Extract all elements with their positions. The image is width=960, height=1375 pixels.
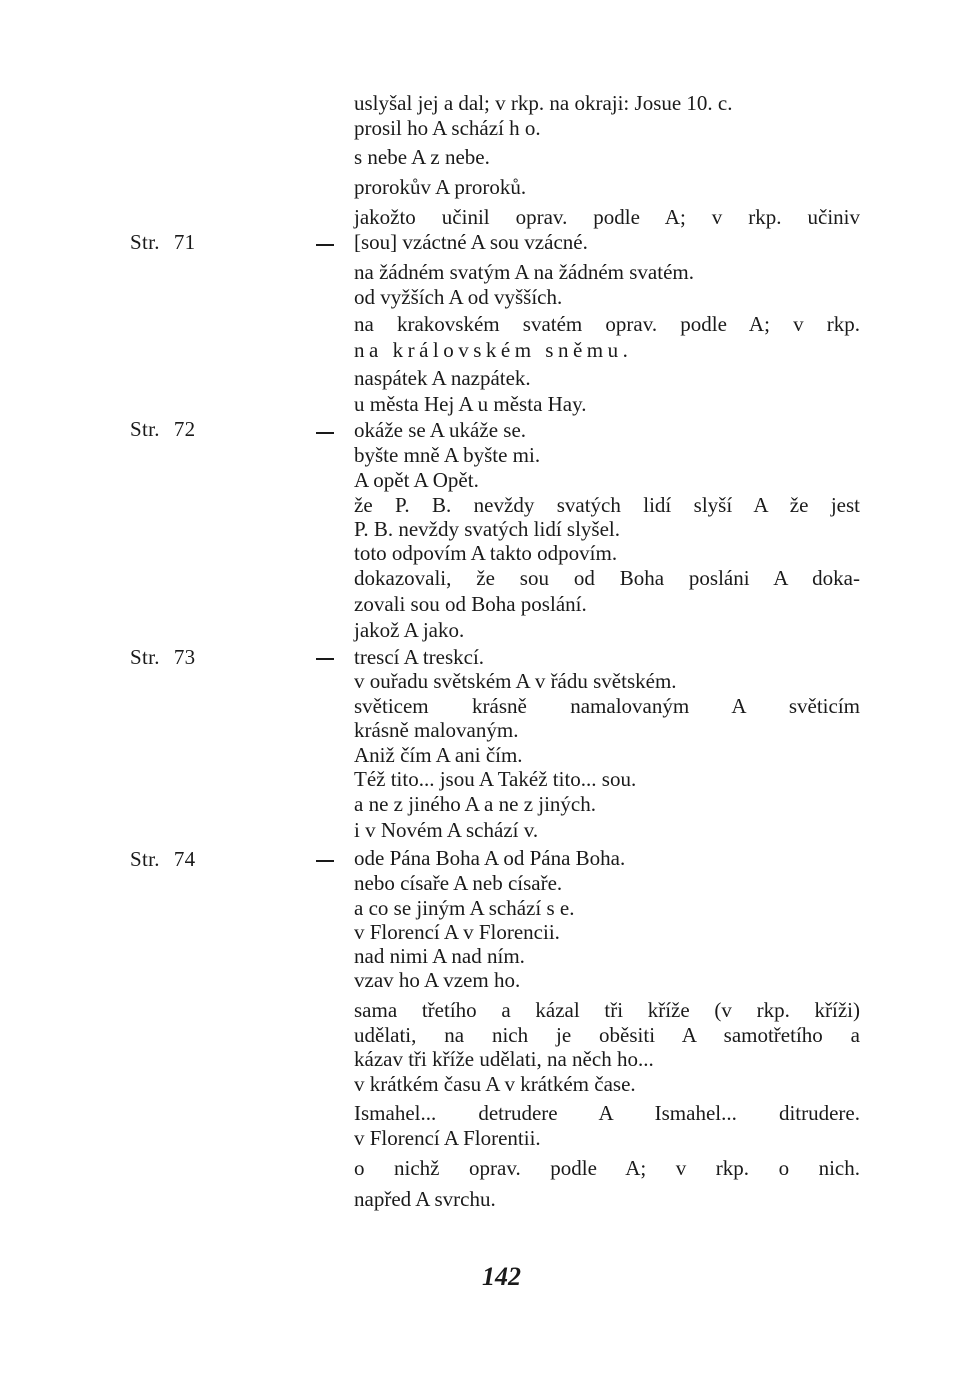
text-line: jakož A jako. [354, 618, 465, 642]
text-line: od vyžších A od vyšších. [354, 285, 563, 309]
page-break-dash [316, 244, 334, 246]
text-line: byšte mně A byšte mi. [354, 443, 541, 467]
text-line: prorokův A proroků. [354, 175, 527, 199]
page-break-dash [316, 432, 334, 434]
text-line: nad nimi A nad ním. [354, 944, 525, 968]
text-line: toto odpovím A takto odpovím. [354, 541, 618, 565]
text-line: nebo císaře A neb císaře. [354, 871, 563, 895]
text-line: uslyšal jej a dal; v rkp. na okraji: Josue 10. c. [354, 91, 733, 115]
margin-ref-72: Str. 72 [130, 417, 196, 441]
text-line: jakožto učinil oprav. podle A; v rkp. učiniv [354, 205, 860, 229]
text-line: napřed A svrchu. [354, 1187, 496, 1211]
page-number: 142 [482, 1262, 521, 1291]
text-line: u města Hej A u města Hay. [354, 392, 587, 416]
text-line: Ismahel... detrudere A Ismahel... ditrudere. [354, 1101, 860, 1125]
text-line: prosil ho A schází h o. [354, 116, 541, 140]
text-line: Aniž čím A ani čím. [354, 743, 523, 767]
text-line: v Florencí A v Florencii. [354, 920, 560, 944]
page-break-dash [316, 860, 334, 862]
text-line: v krátkém času A v krátkém čase. [354, 1072, 636, 1096]
text-line: okáže se A ukáže se. [354, 418, 527, 442]
margin-ref-74: Str. 74 [130, 847, 196, 871]
text-line: krásně malovaným. [354, 718, 519, 742]
text-line: dokazovali, že sou od Boha posláni A doka- [354, 566, 860, 590]
text-line: i v Novém A schází v. [354, 818, 539, 842]
margin-ref-73: Str. 73 [130, 645, 196, 669]
margin-ref-71: Str. 71 [130, 230, 196, 254]
text-line: na královském sněmu. [354, 338, 633, 362]
text-line: a co se jiným A schází s e. [354, 896, 575, 920]
text-line: zovali sou od Boha poslání. [354, 592, 587, 616]
text-line: trescí A treskcí. [354, 645, 485, 669]
text-line: naspátek A nazpátek. [354, 366, 531, 390]
text-line: na žádném svatým A na žádném svatém. [354, 260, 694, 284]
text-line: vzav ho A vzem ho. [354, 968, 521, 992]
text-line: kázav tři kříže udělati, na něch ho... [354, 1047, 654, 1071]
text-line: o nichž oprav. podle A; v rkp. o nich. [354, 1156, 860, 1180]
text-line: [sou] vzáctné A sou vzácné. [354, 230, 588, 254]
text-line: Též tito... jsou A Takéž tito... sou. [354, 767, 637, 791]
text-line: v ouřadu světském A v řádu světském. [354, 669, 677, 693]
text-line: P. B. nevždy svatých lidí slyšel. [354, 517, 620, 541]
text-line: ode Pána Boha A od Pána Boha. [354, 846, 626, 870]
text-line: že P. B. nevždy svatých lidí slyší A že jest [354, 493, 860, 517]
text-line: sama třetího a kázal tři kříže (v rkp. kříži) [354, 998, 860, 1022]
text-line: světicem krásně namalovaným A světicím [354, 694, 860, 718]
text-line: v Florencí A Florentii. [354, 1126, 541, 1150]
text-line: A opět A Opět. [354, 468, 479, 492]
text-line: a ne z jiného A a ne z jiných. [354, 792, 597, 816]
text-line: na krakovském svatém oprav. podle A; v rkp. [354, 312, 860, 336]
text-line: udělati, na nich je oběsiti A samotřetího a [354, 1023, 860, 1047]
text-line: s nebe A z nebe. [354, 145, 490, 169]
page-break-dash [316, 658, 334, 660]
